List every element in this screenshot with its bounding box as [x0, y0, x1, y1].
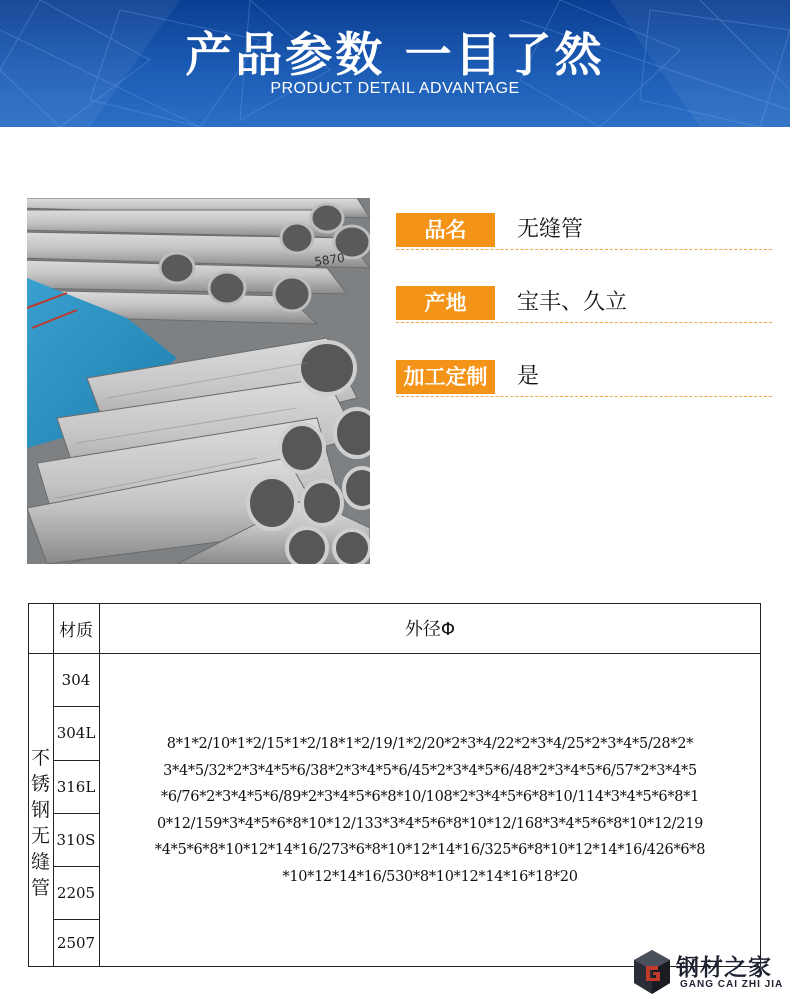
spec-divider — [396, 322, 772, 323]
product-name-char: 缝 — [30, 851, 50, 873]
size-line: 0*12/159*3*4*5*6*8*10*12/133*3*4*5*6*8*10*12/168*3*4*5*6*8*10*12/219 — [156, 815, 704, 832]
spec-table — [28, 603, 761, 967]
spec-row-name — [396, 213, 772, 251]
table-material-cell: 2507 — [56, 934, 96, 952]
size-line: *10*12*14*16/530*8*10*12*14*16*18*20 — [282, 868, 578, 885]
table-material-cell: 316L — [56, 777, 96, 796]
product-name-char: 钢 — [30, 799, 50, 821]
product-name-char: 锈 — [30, 773, 50, 795]
product-name-char: 管 — [30, 877, 50, 899]
table-header-od: 外径Φ — [404, 619, 456, 640]
product-name-char: 无 — [30, 825, 50, 847]
spec-row-origin — [396, 286, 772, 324]
header-banner — [0, 0, 790, 127]
table-product-name — [28, 653, 53, 967]
banner-subtitle: PRODUCT DETAIL ADVANTAGE — [270, 80, 520, 97]
spec-label: 品名 — [396, 213, 495, 247]
spec-label: 加工定制 — [396, 360, 495, 394]
spec-value: 是 — [517, 364, 540, 389]
brand-logo — [632, 947, 784, 999]
spec-divider — [396, 396, 772, 397]
spec-label: 产地 — [396, 286, 495, 320]
table-size-list — [100, 731, 760, 890]
spec-value: 无缝管 — [517, 217, 584, 242]
pipe-marking: 5870 — [313, 250, 346, 269]
logo-name-cn: 钢材之家 — [676, 955, 772, 981]
gc-cube-logo-icon — [632, 949, 672, 995]
size-line: *6/76*2*3*4*5*6/89*2*3*4*5*6*8*10/108*2*3*4*5*6*8*10/114*3*4*5*6*8*1 — [160, 789, 700, 805]
table-header-material: 材质 — [59, 620, 93, 641]
table-material-cell: 304 — [61, 670, 91, 689]
table-material-cell: 2205 — [56, 883, 96, 902]
logo-name-en: GANG CAI ZHI JIA — [680, 979, 784, 990]
size-line: 3*4*5/32*2*3*4*5*6/38*2*3*4*5*6/45*2*3*4*5*6/48*2*3*4*5*6/57*2*3*4*5 — [163, 762, 697, 779]
product-name-char: 不 — [30, 747, 50, 769]
size-line: 8*1*2/10*1*2/15*1*2/18*1*2/19/1*2/20*2*3*4/22*2*3*4/25*2*3*4*5/28*2* — [166, 736, 694, 752]
spec-divider — [396, 249, 772, 250]
product-photo — [27, 198, 370, 564]
spec-value: 宝丰、久立 — [517, 290, 628, 315]
table-line — [28, 653, 761, 654]
spec-row-custom — [396, 360, 772, 398]
size-line: *4*5*6*8*10*12*14*16/273*6*8*10*12*14*16/325*6*8*10*12*14*16/426*6*8 — [154, 842, 706, 858]
pipe-stack-image — [27, 198, 370, 564]
table-material-cell: 310S — [56, 830, 96, 849]
banner-title: 产品参数 一目了然 — [185, 28, 605, 83]
table-material-cell: 304L — [56, 724, 96, 742]
